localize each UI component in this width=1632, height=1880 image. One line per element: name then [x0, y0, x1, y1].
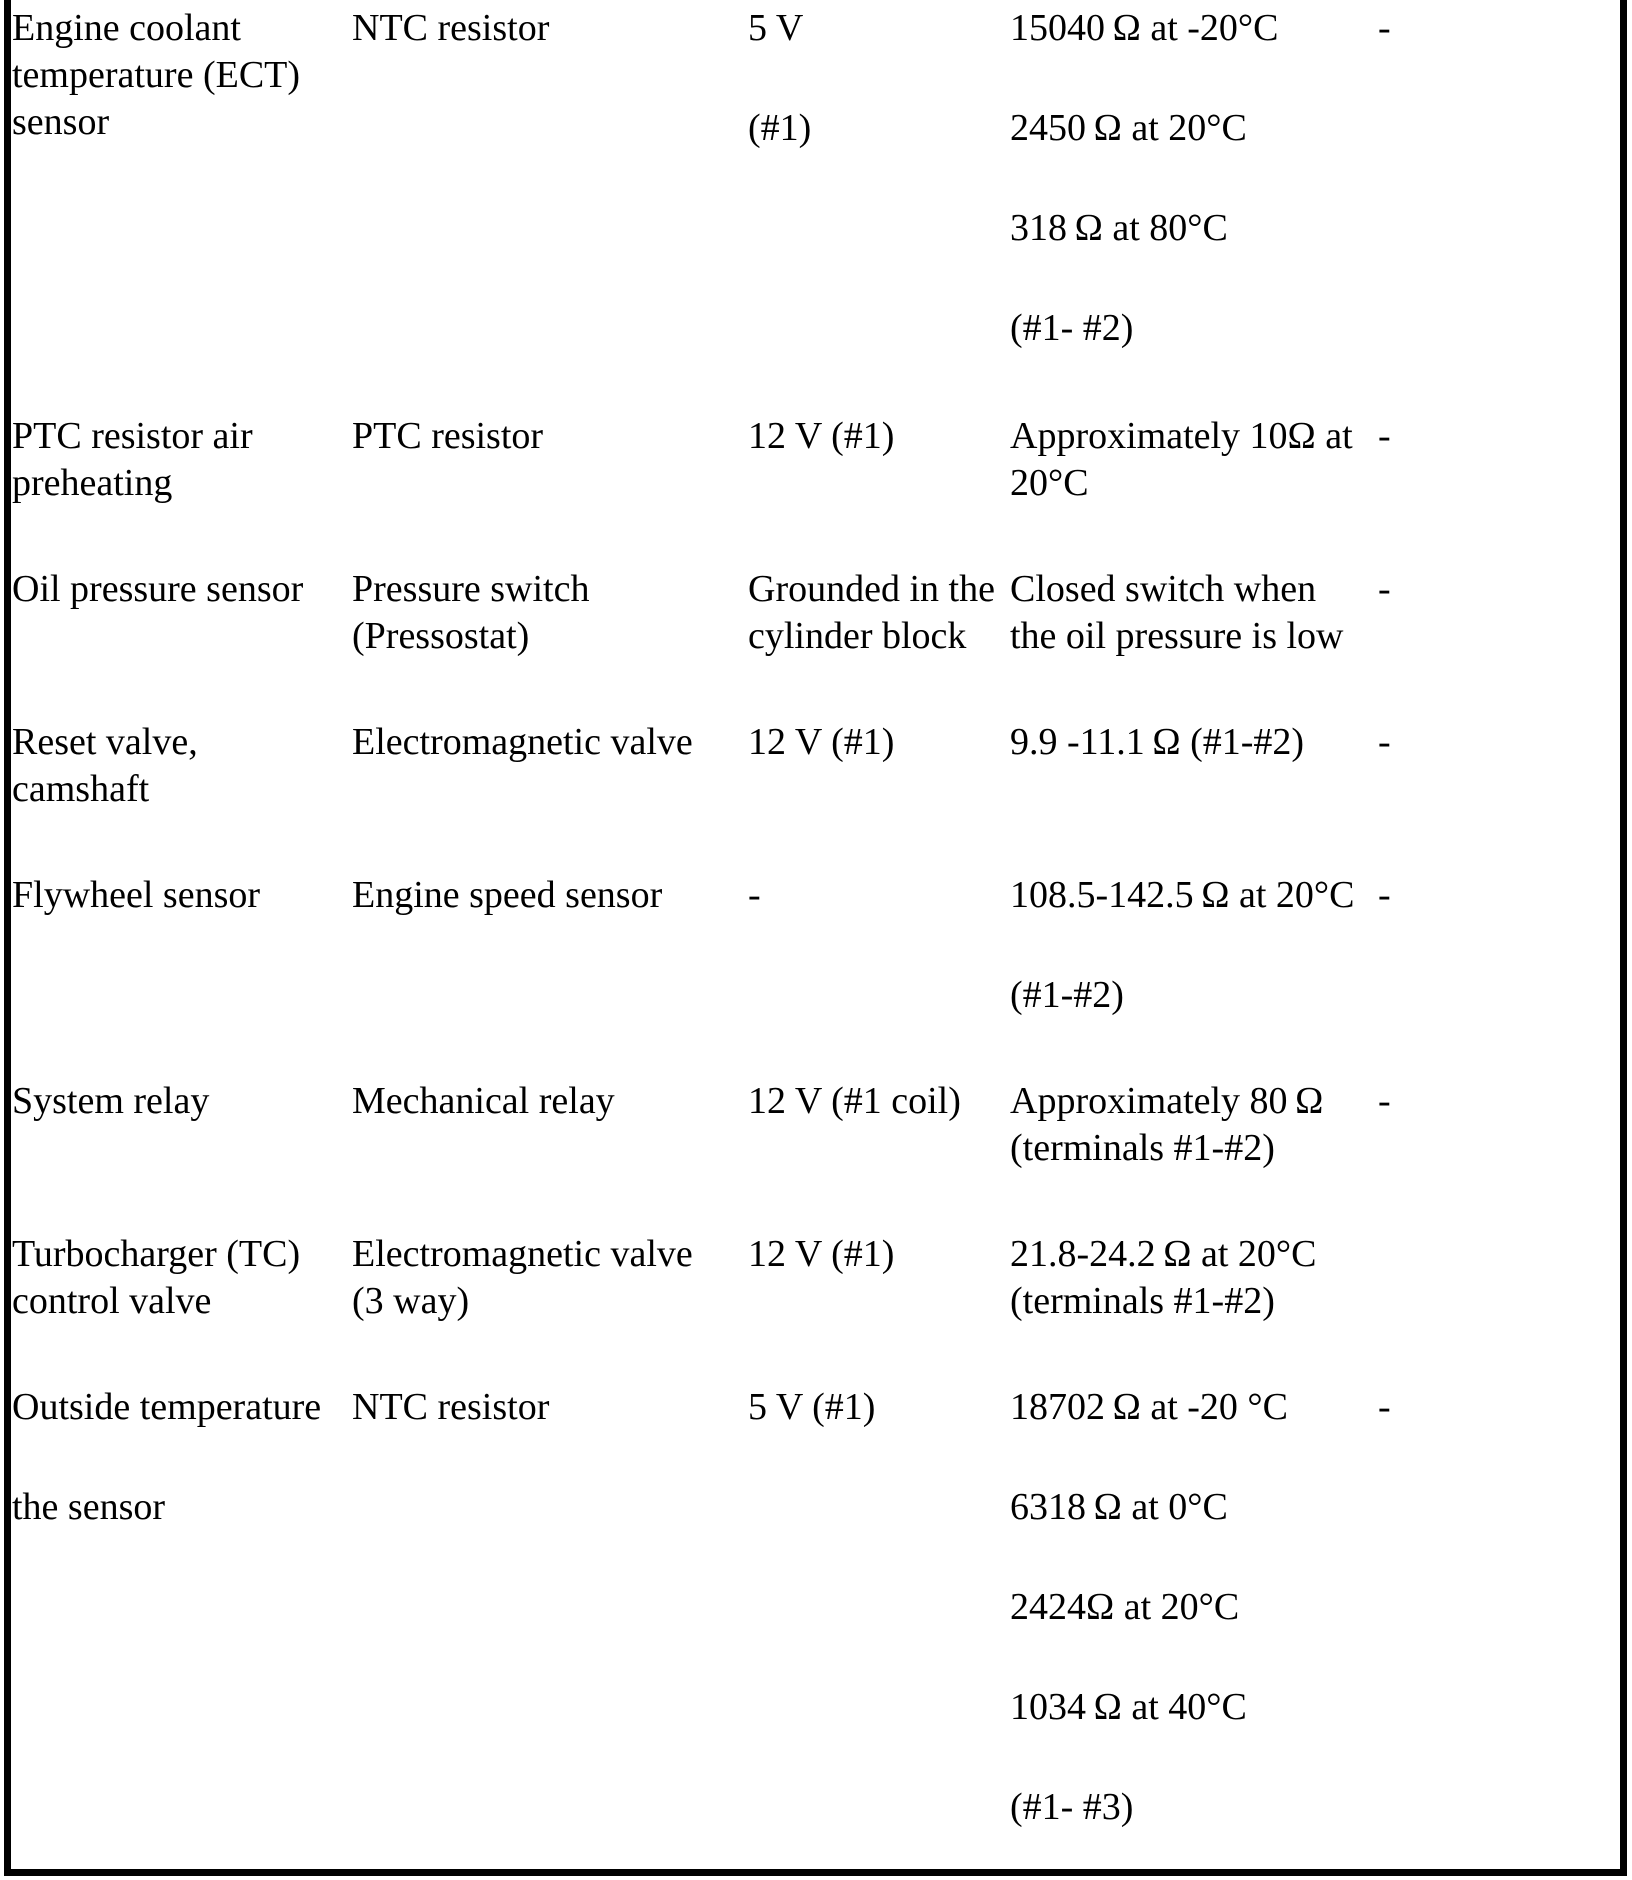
resistance-cell: 15040 Ω at -20°C: [1010, 7, 1279, 49]
type-cell: Electromagnetic valve: [352, 721, 693, 763]
type-cell: Pressure switch: [352, 568, 590, 610]
last-cell: -: [1378, 1080, 1391, 1122]
resistance-cell: 2424Ω at 20°C: [1010, 1586, 1240, 1628]
voltage-cell: -: [748, 874, 761, 916]
voltage-cell: cylinder block: [748, 615, 967, 657]
resistance-cell: (#1- #2): [1010, 307, 1134, 349]
component-cell: preheating: [12, 462, 173, 504]
voltage-cell: 12 V (#1 coil): [748, 1080, 961, 1122]
last-cell: -: [1378, 568, 1391, 610]
component-cell: Flywheel sensor: [12, 874, 261, 916]
last-cell: -: [1378, 415, 1391, 457]
component-cell: Oil pressure sensor: [12, 568, 304, 610]
voltage-cell: 5 V: [748, 7, 804, 49]
resistance-cell: (#1- #3): [1010, 1786, 1134, 1828]
resistance-cell: 20°C: [1010, 462, 1089, 504]
type-cell: NTC resistor: [352, 1386, 550, 1428]
resistance-cell: (#1-#2): [1010, 974, 1124, 1016]
type-cell: (Pressostat): [352, 615, 530, 657]
type-cell: NTC resistor: [352, 7, 550, 49]
component-cell: the sensor: [12, 1486, 166, 1528]
component-cell: System relay: [12, 1080, 210, 1122]
last-cell: -: [1378, 874, 1391, 916]
resistance-cell: the oil pressure is low: [1010, 615, 1344, 657]
resistance-cell: 318 Ω at 80°C: [1010, 207, 1228, 249]
table-frame: [4, 0, 1627, 1876]
resistance-cell: 21.8-24.2 Ω at 20°C: [1010, 1233, 1317, 1275]
type-cell: Electromagnetic valve: [352, 1233, 693, 1275]
component-cell: control valve: [12, 1280, 212, 1322]
type-cell: PTC resistor: [352, 415, 544, 457]
voltage-cell: (#1): [748, 107, 812, 149]
resistance-cell: Approximately 10Ω at: [1010, 415, 1353, 457]
resistance-cell: 2450 Ω at 20°C: [1010, 107, 1247, 149]
component-cell: Outside temperature: [12, 1386, 322, 1428]
resistance-cell: 6318 Ω at 0°C: [1010, 1486, 1228, 1528]
component-cell: Engine coolant: [12, 7, 241, 49]
resistance-cell: 1034 Ω at 40°C: [1010, 1686, 1247, 1728]
type-cell: (3 way): [352, 1280, 470, 1322]
resistance-cell: 18702 Ω at -20 °C: [1010, 1386, 1288, 1428]
type-cell: Mechanical relay: [352, 1080, 615, 1122]
resistance-cell: (terminals #1-#2): [1010, 1127, 1275, 1169]
component-cell: Reset valve,: [12, 721, 198, 763]
component-cell: sensor: [12, 101, 110, 143]
resistance-cell: (terminals #1-#2): [1010, 1280, 1275, 1322]
voltage-cell: 12 V (#1): [748, 1233, 895, 1275]
voltage-cell: 5 V (#1): [748, 1386, 876, 1428]
voltage-cell: 12 V (#1): [748, 721, 895, 763]
type-cell: Engine speed sensor: [352, 874, 663, 916]
component-cell: temperature (ECT): [12, 54, 301, 96]
component-cell: PTC resistor air: [12, 415, 253, 457]
component-cell: camshaft: [12, 768, 150, 810]
last-cell: -: [1378, 7, 1391, 49]
resistance-cell: 108.5-142.5 Ω at 20°C: [1010, 874, 1355, 916]
resistance-cell: Closed switch when: [1010, 568, 1317, 610]
last-cell: -: [1378, 1386, 1391, 1428]
voltage-cell: Grounded in the: [748, 568, 995, 610]
component-cell: Turbocharger (TC): [12, 1233, 301, 1275]
resistance-cell: Approximately 80 Ω: [1010, 1080, 1324, 1122]
voltage-cell: 12 V (#1): [748, 415, 895, 457]
last-cell: -: [1378, 721, 1391, 763]
resistance-cell: 9.9 -11.1 Ω (#1-#2): [1010, 721, 1305, 763]
